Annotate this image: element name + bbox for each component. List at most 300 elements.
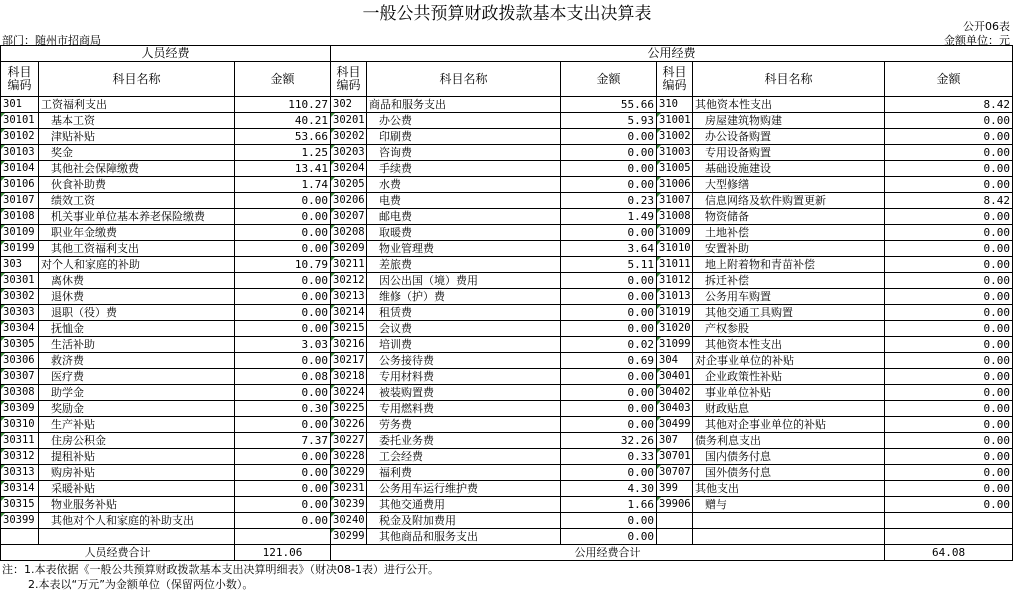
amount-cell: 0.00 <box>561 273 657 289</box>
table-row <box>1 513 1013 529</box>
subject-code-cell: 31019 <box>657 305 693 321</box>
amount-cell: 0.23 <box>561 193 657 209</box>
amount-cell: 0.69 <box>561 353 657 369</box>
subject-name-cell: 物资储备 <box>693 209 885 225</box>
amount-cell: 0.30 <box>235 401 331 417</box>
amount-cell: 0.02 <box>561 337 657 353</box>
subject-code-cell: 30104 <box>1 161 39 177</box>
col-amount-header: 金额 <box>885 62 1013 97</box>
subject-code-cell: 30239 <box>331 497 367 513</box>
table-row <box>1 337 1013 353</box>
amount-cell: 0.00 <box>885 401 1013 417</box>
subject-code-cell: 30313 <box>1 465 39 481</box>
subject-code-cell: 30206 <box>331 193 367 209</box>
subject-code-cell: 30401 <box>657 369 693 385</box>
subject-code-cell: 304 <box>657 353 693 369</box>
subject-name-cell: 土地补偿 <box>693 225 885 241</box>
subject-code-cell: 301 <box>1 97 39 113</box>
subject-code-cell: 31020 <box>657 321 693 337</box>
amount-cell: 8.42 <box>885 193 1013 209</box>
subject-code-cell: 30299 <box>331 529 367 545</box>
page-title: 一般公共预算财政拨款基本支出决算表 <box>362 4 652 24</box>
amount-cell: 0.00 <box>561 129 657 145</box>
subject-code-cell: 31003 <box>657 145 693 161</box>
subject-code-cell: 30310 <box>1 417 39 433</box>
note-line: 2.本表以“万元”为金额单位（保留两位小数）。 <box>28 578 254 591</box>
subject-code-cell: 31013 <box>657 289 693 305</box>
subject-name-cell: 奖励金 <box>39 401 235 417</box>
subject-code-cell: 30209 <box>331 241 367 257</box>
personnel-total-label: 人员经费合计 <box>1 545 235 561</box>
amount-cell: 0.00 <box>885 433 1013 449</box>
subject-name-cell: 退休费 <box>39 289 235 305</box>
amount-cell: 0.00 <box>885 305 1013 321</box>
subject-code-cell: 31006 <box>657 177 693 193</box>
subject-name-cell: 大型修缮 <box>693 177 885 193</box>
subject-code-cell: 30201 <box>331 113 367 129</box>
table-row <box>1 289 1013 305</box>
amount-cell: 13.41 <box>235 161 331 177</box>
subject-code-cell: 31011 <box>657 257 693 273</box>
amount-cell: 0.00 <box>885 241 1013 257</box>
col-code-header: 科目编码 <box>331 62 367 97</box>
amount-cell: 0.00 <box>885 273 1013 289</box>
subject-name-cell: 印刷费 <box>367 129 561 145</box>
subject-name-cell: 地上附着物和青苗补偿 <box>693 257 885 273</box>
amount-cell: 0.00 <box>885 385 1013 401</box>
amount-cell: 0.00 <box>885 113 1013 129</box>
amount-cell: 0.00 <box>561 385 657 401</box>
subject-code-cell: 30307 <box>1 369 39 385</box>
subject-name-cell: 救济费 <box>39 353 235 369</box>
amount-cell: 5.11 <box>561 257 657 273</box>
subject-name-cell: 福利费 <box>367 465 561 481</box>
table-row <box>1 385 1013 401</box>
amount-cell: 55.66 <box>561 97 657 113</box>
table-row <box>1 145 1013 161</box>
subject-code-cell: 30226 <box>331 417 367 433</box>
amount-cell: 0.00 <box>561 529 657 545</box>
subject-name-cell: 财政贴息 <box>693 401 885 417</box>
subject-code-cell: 31001 <box>657 113 693 129</box>
subject-code-cell: 30303 <box>1 305 39 321</box>
subject-code-cell: 31007 <box>657 193 693 209</box>
subject-name-cell: 其他资本性支出 <box>693 337 885 353</box>
subject-name-cell: 公务接待费 <box>367 353 561 369</box>
subject-name-cell: 其他商品和服务支出 <box>367 529 561 545</box>
subject-code-cell: 30499 <box>657 417 693 433</box>
subject-name-cell: 对企事业单位的补贴 <box>693 353 885 369</box>
table-row <box>1 113 1013 129</box>
amount-cell: 10.79 <box>235 257 331 273</box>
table-row <box>1 225 1013 241</box>
subject-name-cell: 职业年金缴费 <box>39 225 235 241</box>
table-row <box>1 161 1013 177</box>
subject-name-cell: 办公费 <box>367 113 561 129</box>
amount-cell: 0.00 <box>235 417 331 433</box>
subject-name-cell <box>693 529 885 545</box>
amount-cell: 4.30 <box>561 481 657 497</box>
table-row <box>1 497 1013 513</box>
subject-code-cell: 30216 <box>331 337 367 353</box>
public-total-label: 公用经费合计 <box>331 545 885 561</box>
subject-name-cell: 奖金 <box>39 145 235 161</box>
subject-code-cell: 30215 <box>331 321 367 337</box>
subject-name-cell: 其他社会保障缴费 <box>39 161 235 177</box>
amount-cell: 1.74 <box>235 177 331 193</box>
subject-name-cell: 水费 <box>367 177 561 193</box>
amount-cell: 0.00 <box>235 353 331 369</box>
subject-code-cell: 31002 <box>657 129 693 145</box>
subject-name-cell: 国外债务付息 <box>693 465 885 481</box>
subject-code-cell: 31099 <box>657 337 693 353</box>
subject-code-cell: 30701 <box>657 449 693 465</box>
amount-cell: 0.00 <box>561 321 657 337</box>
subject-code-cell: 30108 <box>1 209 39 225</box>
subject-name-cell: 安置补助 <box>693 241 885 257</box>
unit-label: 金额单位：元 <box>944 34 1010 47</box>
col-code-header: 科目编码 <box>657 62 693 97</box>
department-label: 部门：随州市招商局 <box>2 34 101 47</box>
subject-code-cell: 30204 <box>331 161 367 177</box>
subject-code-cell: 30707 <box>657 465 693 481</box>
col-name-header: 科目名称 <box>367 62 561 97</box>
subject-code-cell: 30302 <box>1 289 39 305</box>
table-row <box>1 433 1013 449</box>
table-row <box>1 449 1013 465</box>
amount-cell: 0.00 <box>561 177 657 193</box>
col-code-header: 科目编码 <box>1 62 39 97</box>
subject-name-cell: 产权参股 <box>693 321 885 337</box>
subject-name-cell: 工资福利支出 <box>39 97 235 113</box>
subject-code-cell: 31008 <box>657 209 693 225</box>
subject-name-cell: 委托业务费 <box>367 433 561 449</box>
subject-name-cell: 债务利息支出 <box>693 433 885 449</box>
amount-cell: 0.00 <box>235 321 331 337</box>
subject-name-cell: 其他对个人和家庭的补助支出 <box>39 513 235 529</box>
subject-code-cell: 30224 <box>331 385 367 401</box>
amount-cell: 0.00 <box>561 305 657 321</box>
table-row <box>1 417 1013 433</box>
subject-name-cell: 拆迁补偿 <box>693 273 885 289</box>
subject-name-cell: 抚恤金 <box>39 321 235 337</box>
col-name-header: 科目名称 <box>39 62 235 97</box>
subject-code-cell: 30240 <box>331 513 367 529</box>
subject-name-cell: 采暖补贴 <box>39 481 235 497</box>
subject-code-cell: 30202 <box>331 129 367 145</box>
subject-code-cell: 31005 <box>657 161 693 177</box>
table-row <box>1 465 1013 481</box>
subject-code-cell: 31010 <box>657 241 693 257</box>
amount-cell: 0.00 <box>561 401 657 417</box>
subject-code-cell: 30102 <box>1 129 39 145</box>
subject-name-cell: 国内债务付息 <box>693 449 885 465</box>
amount-cell: 0.00 <box>235 289 331 305</box>
amount-cell: 5.93 <box>561 113 657 129</box>
amount-cell: 0.00 <box>235 305 331 321</box>
subject-code-cell: 31012 <box>657 273 693 289</box>
amount-cell: 0.00 <box>561 369 657 385</box>
subject-code-cell: 30306 <box>1 353 39 369</box>
table-row <box>1 257 1013 273</box>
subject-name-cell: 津贴补贴 <box>39 129 235 145</box>
subject-code-cell: 30213 <box>331 289 367 305</box>
amount-cell: 0.00 <box>885 209 1013 225</box>
subject-name-cell: 手续费 <box>367 161 561 177</box>
amount-cell: 0.00 <box>885 465 1013 481</box>
subject-name-cell: 税金及附加费用 <box>367 513 561 529</box>
subject-name-cell: 提租补贴 <box>39 449 235 465</box>
table-row <box>1 193 1013 209</box>
subject-code-cell: 30227 <box>331 433 367 449</box>
subject-name-cell: 基本工资 <box>39 113 235 129</box>
subject-code-cell: 30315 <box>1 497 39 513</box>
subject-name-cell: 咨询费 <box>367 145 561 161</box>
subject-name-cell: 离休费 <box>39 273 235 289</box>
subject-name-cell: 其他支出 <box>693 481 885 497</box>
amount-cell: 0.00 <box>235 273 331 289</box>
subject-code-cell: 39906 <box>657 497 693 513</box>
subject-code-cell: 30103 <box>1 145 39 161</box>
subject-code-cell: 30217 <box>331 353 367 369</box>
amount-cell: 0.00 <box>235 465 331 481</box>
amount-cell: 0.00 <box>235 241 331 257</box>
subject-code-cell <box>657 513 693 529</box>
subject-name-cell: 事业单位补贴 <box>693 385 885 401</box>
table-row <box>1 177 1013 193</box>
subject-name-cell: 住房公积金 <box>39 433 235 449</box>
subject-name-cell: 其他交通工具购置 <box>693 305 885 321</box>
subject-code-cell: 307 <box>657 433 693 449</box>
amount-cell: 0.00 <box>885 353 1013 369</box>
table-row <box>1 321 1013 337</box>
amount-cell: 0.00 <box>235 513 331 529</box>
subject-name-cell: 基础设施建设 <box>693 161 885 177</box>
table-row <box>1 129 1013 145</box>
subject-name-cell: 伙食补助费 <box>39 177 235 193</box>
subject-code-cell: 30403 <box>657 401 693 417</box>
amount-cell: 0.00 <box>885 417 1013 433</box>
amount-cell: 0.00 <box>885 321 1013 337</box>
amount-cell: 53.66 <box>235 129 331 145</box>
amount-cell: 0.00 <box>885 289 1013 305</box>
subject-name-cell: 企业政策性补贴 <box>693 369 885 385</box>
amount-cell: 0.00 <box>561 417 657 433</box>
subject-name-cell: 维修（护）费 <box>367 289 561 305</box>
subject-code-cell: 30205 <box>331 177 367 193</box>
table-row <box>1 481 1013 497</box>
subject-name-cell: 绩效工资 <box>39 193 235 209</box>
subject-name-cell <box>39 529 235 545</box>
amount-cell: 7.37 <box>235 433 331 449</box>
table-row <box>1 97 1013 113</box>
amount-cell: 0.00 <box>235 497 331 513</box>
subject-code-cell: 30231 <box>331 481 367 497</box>
subject-code-cell: 30207 <box>331 209 367 225</box>
subject-code-cell: 30402 <box>657 385 693 401</box>
amount-cell: 0.00 <box>561 161 657 177</box>
subject-code-cell: 30208 <box>331 225 367 241</box>
subject-code-cell: 310 <box>657 97 693 113</box>
subject-code-cell: 30309 <box>1 401 39 417</box>
subject-name-cell: 工会经费 <box>367 449 561 465</box>
expenditure-table <box>0 45 1013 561</box>
subject-code-cell <box>657 529 693 545</box>
amount-cell: 0.00 <box>561 289 657 305</box>
subject-code-cell: 302 <box>331 97 367 113</box>
amount-cell: 0.00 <box>235 225 331 241</box>
subject-code-cell: 30312 <box>1 449 39 465</box>
public-header: 公用经费 <box>331 46 1013 62</box>
amount-cell: 1.49 <box>561 209 657 225</box>
notes <box>2 562 439 592</box>
subject-code-cell: 303 <box>1 257 39 273</box>
subject-name-cell: 电费 <box>367 193 561 209</box>
amount-cell: 32.26 <box>561 433 657 449</box>
amount-cell: 0.00 <box>885 497 1013 513</box>
subject-code-cell: 30399 <box>1 513 39 529</box>
subject-name-cell: 取暖费 <box>367 225 561 241</box>
subject-code-cell: 30225 <box>331 401 367 417</box>
amount-cell: 0.00 <box>885 337 1013 353</box>
subject-name-cell: 其他对企事业单位的补贴 <box>693 417 885 433</box>
amount-cell: 0.00 <box>235 385 331 401</box>
amount-cell: 0.00 <box>885 161 1013 177</box>
subject-name-cell: 专用燃料费 <box>367 401 561 417</box>
table-row <box>1 273 1013 289</box>
table-row <box>1 401 1013 417</box>
subject-code-cell: 30308 <box>1 385 39 401</box>
amount-cell <box>235 529 331 545</box>
subject-name-cell: 助学金 <box>39 385 235 401</box>
table-row <box>1 209 1013 225</box>
subject-name-cell: 物业服务补贴 <box>39 497 235 513</box>
subject-name-cell: 租赁费 <box>367 305 561 321</box>
subject-code-cell: 30101 <box>1 113 39 129</box>
subject-name-cell: 赠与 <box>693 497 885 513</box>
amount-cell: 0.00 <box>885 225 1013 241</box>
table-row <box>1 353 1013 369</box>
amount-cell <box>885 513 1013 529</box>
amount-cell: 0.00 <box>561 465 657 481</box>
subject-code-cell: 30301 <box>1 273 39 289</box>
subject-name-cell: 商品和服务支出 <box>367 97 561 113</box>
amount-cell: 1.66 <box>561 497 657 513</box>
amount-cell: 3.03 <box>235 337 331 353</box>
subject-name-cell: 医疗费 <box>39 369 235 385</box>
subject-name-cell: 机关事业单位基本养老保险缴费 <box>39 209 235 225</box>
subject-code-cell: 30212 <box>331 273 367 289</box>
amount-cell: 0.00 <box>885 129 1013 145</box>
subject-code-cell: 30211 <box>331 257 367 273</box>
personnel-total-value: 121.06 <box>235 545 331 561</box>
subject-code-cell: 31009 <box>657 225 693 241</box>
amount-cell: 0.00 <box>885 481 1013 497</box>
amount-cell: 0.00 <box>235 449 331 465</box>
amount-cell: 110.27 <box>235 97 331 113</box>
subject-name-cell: 专用材料费 <box>367 369 561 385</box>
table-row <box>1 529 1013 545</box>
note-line: 注：1.本表依据《一般公共预算财政拨款基本支出决算明细表》（财决08-1表）进行公开。 <box>2 563 439 576</box>
subject-name-cell: 其他资本性支出 <box>693 97 885 113</box>
amount-cell: 0.00 <box>561 145 657 161</box>
personnel-header: 人员经费 <box>1 46 331 62</box>
public-total-value: 64.08 <box>885 545 1013 561</box>
amount-cell: 0.00 <box>885 145 1013 161</box>
col-name-header: 科目名称 <box>693 62 885 97</box>
subject-name-cell: 公务用车购置 <box>693 289 885 305</box>
subject-name-cell: 专用设备购置 <box>693 145 885 161</box>
subject-name-cell: 生活补助 <box>39 337 235 353</box>
subject-code-cell: 30214 <box>331 305 367 321</box>
table-row <box>1 369 1013 385</box>
subject-code-cell: 30199 <box>1 241 39 257</box>
subject-name-cell: 会议费 <box>367 321 561 337</box>
subject-name-cell: 购房补贴 <box>39 465 235 481</box>
subject-name-cell: 退职（役）费 <box>39 305 235 321</box>
amount-cell: 0.00 <box>885 257 1013 273</box>
amount-cell: 3.64 <box>561 241 657 257</box>
subject-name-cell: 差旅费 <box>367 257 561 273</box>
subject-name-cell: 公务用车运行维护费 <box>367 481 561 497</box>
subject-name-cell: 生产补贴 <box>39 417 235 433</box>
amount-cell: 0.08 <box>235 369 331 385</box>
subject-code-cell: 30106 <box>1 177 39 193</box>
amount-cell: 0.00 <box>235 209 331 225</box>
subject-name-cell: 其他交通费用 <box>367 497 561 513</box>
table-row <box>1 241 1013 257</box>
subject-name-cell: 对个人和家庭的补助 <box>39 257 235 273</box>
subject-code-cell: 30314 <box>1 481 39 497</box>
amount-cell: 0.00 <box>561 513 657 529</box>
form-number: 公开06表 <box>963 20 1010 33</box>
subject-name-cell: 办公设备购置 <box>693 129 885 145</box>
amount-cell: 8.42 <box>885 97 1013 113</box>
amount-cell: 1.25 <box>235 145 331 161</box>
subject-name-cell: 被装购置费 <box>367 385 561 401</box>
subject-code-cell: 30203 <box>331 145 367 161</box>
table-row <box>1 305 1013 321</box>
amount-cell: 0.00 <box>885 369 1013 385</box>
subject-code-cell: 30305 <box>1 337 39 353</box>
amount-cell: 40.21 <box>235 113 331 129</box>
subject-code-cell: 30109 <box>1 225 39 241</box>
subject-name-cell: 信息网络及软件购置更新 <box>693 193 885 209</box>
subject-code-cell: 30107 <box>1 193 39 209</box>
subject-code-cell: 30311 <box>1 433 39 449</box>
col-amount-header: 金额 <box>561 62 657 97</box>
amount-cell: 0.33 <box>561 449 657 465</box>
subject-name-cell: 其他工资福利支出 <box>39 241 235 257</box>
subject-code-cell: 30218 <box>331 369 367 385</box>
subject-code-cell <box>1 529 39 545</box>
amount-cell: 0.00 <box>885 177 1013 193</box>
subject-name-cell: 物业管理费 <box>367 241 561 257</box>
amount-cell: 0.00 <box>561 225 657 241</box>
subject-code-cell: 30229 <box>331 465 367 481</box>
amount-cell <box>885 529 1013 545</box>
subject-code-cell: 30228 <box>331 449 367 465</box>
amount-cell: 0.00 <box>235 193 331 209</box>
subject-name-cell: 因公出国（境）费用 <box>367 273 561 289</box>
subject-code-cell: 30304 <box>1 321 39 337</box>
amount-cell: 0.00 <box>885 449 1013 465</box>
subject-name-cell: 劳务费 <box>367 417 561 433</box>
subject-name-cell: 房屋建筑物购建 <box>693 113 885 129</box>
subject-name-cell <box>693 513 885 529</box>
amount-cell: 0.00 <box>235 481 331 497</box>
col-amount-header: 金额 <box>235 62 331 97</box>
